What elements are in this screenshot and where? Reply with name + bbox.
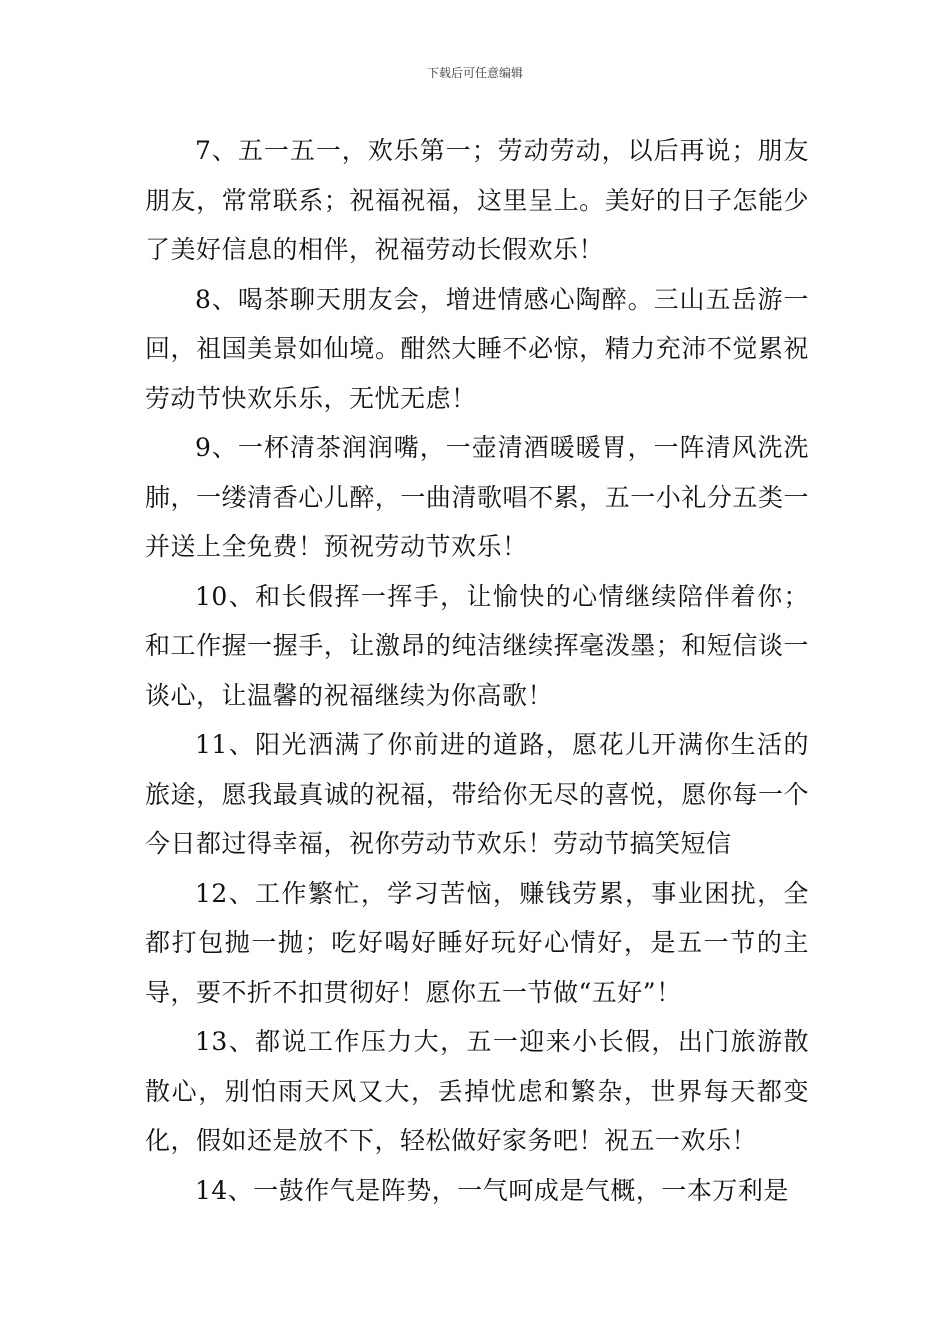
- paragraph-8: 8、喝茶聊天朋友会，增进情感心陶醉。三山五岳游一回，祖国美景如仙境。酣然大睡不必惊，精力充沛不觉累祝劳动节快欢乐乐，无忧无虑！: [145, 284, 809, 413]
- paragraph-14: 14、一鼓作气是阵势，一气呵成是气概，一本万利是: [195, 1175, 789, 1205]
- paragraph-12: 12、工作繁忙，学习苦恼，赚钱劳累，事业困扰，全都打包抛一抛；吃好喝好睡好玩好心情好，是五一节的主导，要不折不扣贯彻好！愿你五一节做“五好”！: [145, 878, 809, 1007]
- paragraph-13: 13、都说工作压力大，五一迎来小长假，出门旅游散散心，别怕雨天风又大，丢掉忧虑和繁杂，世界每天都变化，假如还是放不下，轻松做好家务吧！祝五一欢乐！: [145, 1027, 809, 1155]
- paragraph-9: 9、一杯清茶润润嘴，一壶清酒暖暖胃，一阵清风洗洗肺，一缕清香心儿醉，一曲清歌唱不累，五一小礼分五类一并送上全免费！预祝劳动节欢乐！: [145, 433, 809, 561]
- paragraph-10: 10、和长假挥一挥手，让愉快的心情继续陪伴着你；和工作握一握手，让激昂的纯洁继续挥毫泼墨；和短信谈一谈心，让温馨的祝福继续为你高歌！: [145, 581, 809, 710]
- page-header: 下载后可任意编辑: [426, 66, 523, 80]
- paragraph-7: 7、五一五一，欢乐第一；劳动劳动，以后再说；朋友朋友，常常联系；祝福祝福，这里呈上。美好的日子怎能少了美好信息的相伴，祝福劳动长假欢乐！: [145, 136, 809, 264]
- paragraph-11: 11、阳光洒满了你前进的道路，愿花儿开满你生活的旅途，愿我最真诚的祝福，带给你无尽的喜悦，愿你每一个今日都过得幸福，祝你劳动节欢乐！劳动节搞笑短信: [145, 730, 809, 858]
- document-body: [145, 126, 809, 1215]
